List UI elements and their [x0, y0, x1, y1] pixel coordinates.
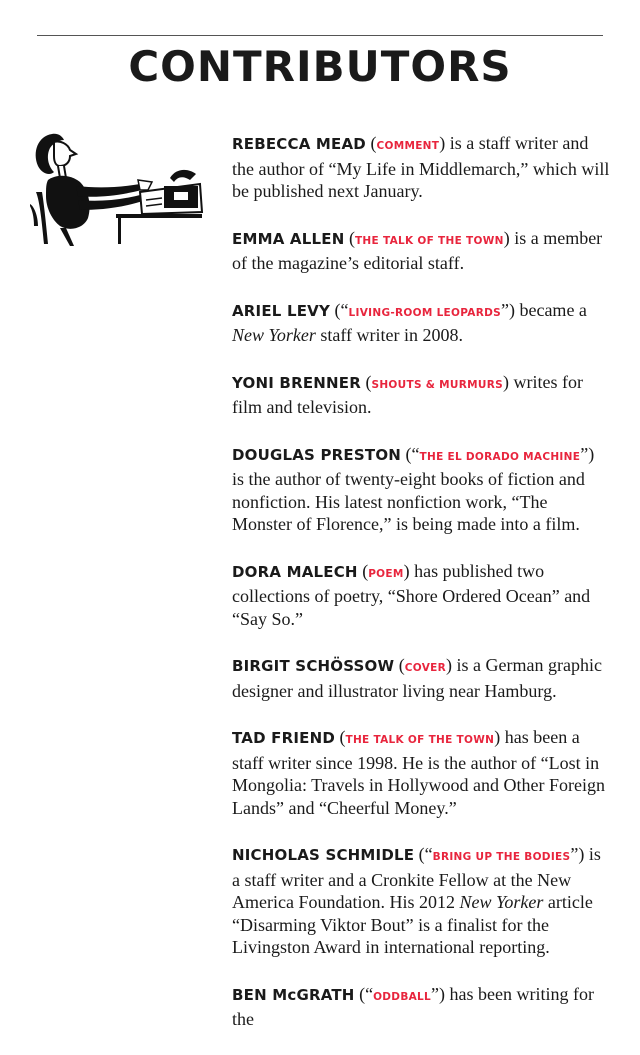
- contributor-name: REBECCA MEAD: [232, 135, 366, 153]
- paren-open: (: [394, 655, 405, 675]
- top-rule: [37, 35, 603, 36]
- bio-text-end: staff writer in 2008.: [315, 325, 463, 345]
- paren-open: (: [360, 371, 372, 392]
- paren-open: (“: [401, 443, 420, 464]
- contributor-name: NICHOLAS SCHMIDLE: [232, 846, 415, 864]
- paren-close: ”): [431, 983, 446, 1004]
- bio-text: has been writing for the: [232, 983, 594, 1029]
- section-label: BRING UP THE BODIES: [432, 851, 571, 863]
- contributor-name: YONI BRENNER: [232, 373, 361, 392]
- paren-open: (“: [354, 983, 374, 1004]
- paren-close: ): [439, 133, 446, 153]
- contributor-entry: [232, 654, 610, 702]
- bio-text: is a German graphic designer and illustrator living near Hamburg.: [232, 655, 602, 701]
- contributor-entry: [232, 726, 610, 819]
- typewriter-woman-icon: [30, 128, 205, 248]
- paren-open: (: [344, 227, 355, 248]
- bio-text: has published two collections of poetry, “Shore Ordered Ocean” and “Say So.”: [232, 560, 591, 629]
- contributor-name: EMMA ALLEN: [232, 229, 345, 248]
- contributor-entry: [232, 132, 610, 203]
- bio-text: has been a staff writer since 1998. He is the author of “Lost in Mongolia: Travels in Hollywood and Other Foreign Lands” and “Cheerful Money.”: [232, 727, 605, 818]
- paren-open: (: [357, 560, 369, 581]
- contributor-entry: [232, 560, 610, 631]
- section-label: THE TALK OF THE TOWN: [345, 734, 495, 746]
- paren-close: ”): [570, 844, 585, 864]
- contributor-entry: [232, 371, 610, 419]
- bio-text: is a member of the magazine’s editorial staff.: [232, 227, 603, 273]
- paren-open: (“: [414, 844, 433, 864]
- bio-text: writes for film and television.: [232, 371, 583, 417]
- paren-close: ): [403, 560, 410, 581]
- contributor-entry: [232, 227, 610, 275]
- bio-italic: New Yorker: [232, 325, 316, 345]
- paren-close: ”): [500, 299, 515, 320]
- paren-close: ): [494, 727, 501, 747]
- contributor-name: BIRGIT SCHÖSSOW: [232, 657, 395, 675]
- contributor-name: ARIEL LEVY: [232, 301, 331, 320]
- section-label: ODDBALL: [373, 990, 432, 1003]
- paren-open: (“: [330, 299, 349, 320]
- bio-text-end: article “Disarming Viktor Bout” is a finalist for the Livingston Award in international reporting.: [232, 892, 593, 957]
- paren-close: ): [446, 655, 452, 675]
- contributor-entry: [232, 443, 610, 536]
- contributor-name: BEN McGRATH: [232, 985, 355, 1004]
- paren-open: (: [365, 133, 377, 153]
- section-label: THE TALK OF THE TOWN: [354, 234, 504, 247]
- contributor-name: DORA MALECH: [232, 562, 358, 581]
- paren-open: (: [334, 727, 346, 747]
- contributor-name: DOUGLAS PRESTON: [232, 445, 402, 464]
- contributor-name: TAD FRIEND: [232, 729, 335, 747]
- section-label: COMMENT: [376, 140, 440, 152]
- contributor-entry: [232, 843, 610, 959]
- bio-text: is a staff writer and a Cronkite Fellow at the New America Foundation. His 2012: [232, 844, 601, 912]
- contributors-list: [232, 132, 610, 1055]
- bio-text: is a staff writer and the author of “My Life in Middlemarch,” which will be published next January.: [232, 133, 610, 201]
- section-label: LIVING-ROOM LEOPARDS: [348, 306, 501, 319]
- paren-close: ”): [580, 443, 595, 464]
- bio-text: is the author of twenty-eight books of fiction and nonfiction. His latest nonfiction work, “The Monster of Florence,” is being made into a film.: [232, 469, 585, 534]
- page-title: CONTRIBUTORS: [128, 42, 512, 91]
- contributor-entry: [232, 983, 610, 1031]
- paren-close: ): [502, 371, 509, 392]
- bio-italic: New Yorker: [459, 892, 544, 912]
- section-label: THE EL DORADO MACHINE: [419, 450, 581, 463]
- section-label: COVER: [404, 662, 446, 674]
- section-label: SHOUTS & MURMURS: [371, 378, 503, 391]
- paren-close: ): [503, 227, 510, 248]
- bio-text: became a: [514, 299, 587, 320]
- contributor-entry: [232, 299, 610, 347]
- section-label: POEM: [368, 567, 404, 580]
